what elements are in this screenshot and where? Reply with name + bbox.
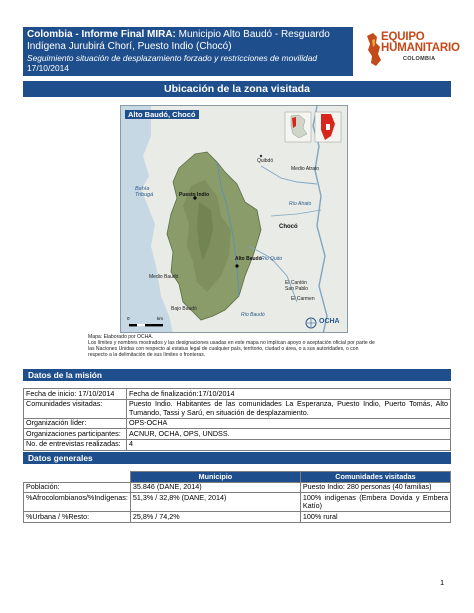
comunidades-cell: 100% rural <box>300 512 450 523</box>
row-value: 4 <box>127 439 451 450</box>
report-title <box>27 29 349 53</box>
mission-section-bar: Datos de la misión <box>23 369 451 381</box>
map-label-medio-baudo: Medio Baudó <box>149 274 179 280</box>
municipio-cell: 35.846 (DANE, 2014) <box>130 482 300 493</box>
report-title-bold: Colombia - Informe Final MIRA: <box>27 29 176 40</box>
map-label-rio-baudo: Río Baudó <box>241 312 265 318</box>
logo-text <box>381 32 460 54</box>
map-label-alto-baudo: Alto Baudó <box>235 256 262 262</box>
row-label: Comunidades visitadas: <box>24 399 127 418</box>
scale-zero: 0 <box>127 316 130 321</box>
comunidades-cell: Puesto Indio: 280 personas (40 familias) <box>300 482 450 493</box>
column-header: Comunidades visitadas <box>300 472 450 483</box>
map-title: Alto Baudó, Chocó <box>125 110 199 119</box>
map-label-rio-quito: Río Quito <box>261 256 283 262</box>
map-label-el-carmen: El Carmen <box>291 296 315 302</box>
page-number: 1 <box>440 578 445 587</box>
ocha-label: OCHA <box>319 318 340 325</box>
table-row <box>24 439 451 450</box>
fecha-fin-cell: Fecha de finalización:17/10/2014 <box>127 389 451 400</box>
map-label-medio-atrato: Medio Atrato <box>291 166 320 172</box>
municipio-cell: 25,8% / 74,2% <box>130 512 300 523</box>
row-value: ACNUR, OCHA, OPS, UNDSS. <box>127 429 451 440</box>
section-title: Ubicación de la zona visitada <box>23 81 451 97</box>
row-label: Organización líder: <box>24 418 127 429</box>
general-section-bar: Datos generales <box>23 452 451 464</box>
table-header-row <box>24 472 451 483</box>
map-label-bahia: Bahía Tribugá <box>135 186 154 198</box>
row-value: OPS-OCHA <box>127 418 451 429</box>
report-subtitle: Seguimiento situación de desplazamiento forzado y restricciones de movilidad <box>27 53 318 63</box>
report-title-rest: Municipio Alto Baudó - Resguardo Indígena Jurubirá Chorí, Puesto Indio (Chocó) <box>27 29 330 52</box>
row-value: Puesto Indio. Habitantes de las comunidades La Esperanza, Puesto Indio, Puerto Tomás, Alto Tumando, Tassi y Sarú, en situación de desplazamiento. <box>127 399 451 418</box>
comunidades-cell: 100% indígenas (Embera Dovida y Embera Katío) <box>300 493 450 512</box>
logo-line1: EQUIPO <box>381 31 425 43</box>
table-row <box>24 482 451 493</box>
mission-table <box>23 388 451 451</box>
table-row <box>24 418 451 429</box>
general-table <box>23 471 451 523</box>
fecha-inicio-cell: Fecha de inicio: 17/10/2014 <box>24 389 127 400</box>
column-header: Municipio <box>130 472 300 483</box>
table-row <box>24 493 451 512</box>
table-row <box>24 399 451 418</box>
report-date: 17/10/2014 <box>27 63 69 73</box>
location-map <box>120 105 348 333</box>
row-label: %Urbana / %Resto: <box>24 512 131 523</box>
map-label-el-canton: El Cantón San Pablo <box>285 280 309 292</box>
map-label-rio-atrato: Río Atrato <box>289 201 312 207</box>
scale-km: km <box>157 316 163 321</box>
map-label-puesto-indio: Puesto Indio <box>179 192 209 198</box>
report-header <box>23 27 353 76</box>
row-label: Organizaciones participantes: <box>24 429 127 440</box>
table-row <box>24 429 451 440</box>
logo-line2: HUMANITARIO <box>381 42 460 54</box>
logo-country: COLOMBIA <box>403 56 436 62</box>
equipo-humanitario-logo <box>363 30 460 70</box>
map-caption: Mapa: Elaborado por OCHA. Los límites y nombres mostrados y las designaciones usadas en este mapa no implican apoyo o aceptación oficial por parte de las Naciones Unidas con respecto al estatus legal de cualquier país, territorio, ciudad o área, o a sus autoridades, o con respecto a la delimitación de sus límites o fronteras. <box>88 334 375 359</box>
map-label-quibdo: Quibdó <box>257 158 274 164</box>
table-row <box>24 512 451 523</box>
table-row <box>24 389 451 400</box>
row-label: %Afrocolombianos/%Indígenas: <box>24 493 131 512</box>
empty-header-cell <box>24 472 131 483</box>
row-label: Población: <box>24 482 131 493</box>
row-label: No. de entrevistas realizadas: <box>24 439 127 450</box>
municipio-cell: 51,3% / 32,8% (DANE, 2014) <box>130 493 300 512</box>
map-label-bajo-baudo: Bajo Baudó <box>171 306 197 312</box>
map-label-choco: Chocó <box>279 224 298 230</box>
